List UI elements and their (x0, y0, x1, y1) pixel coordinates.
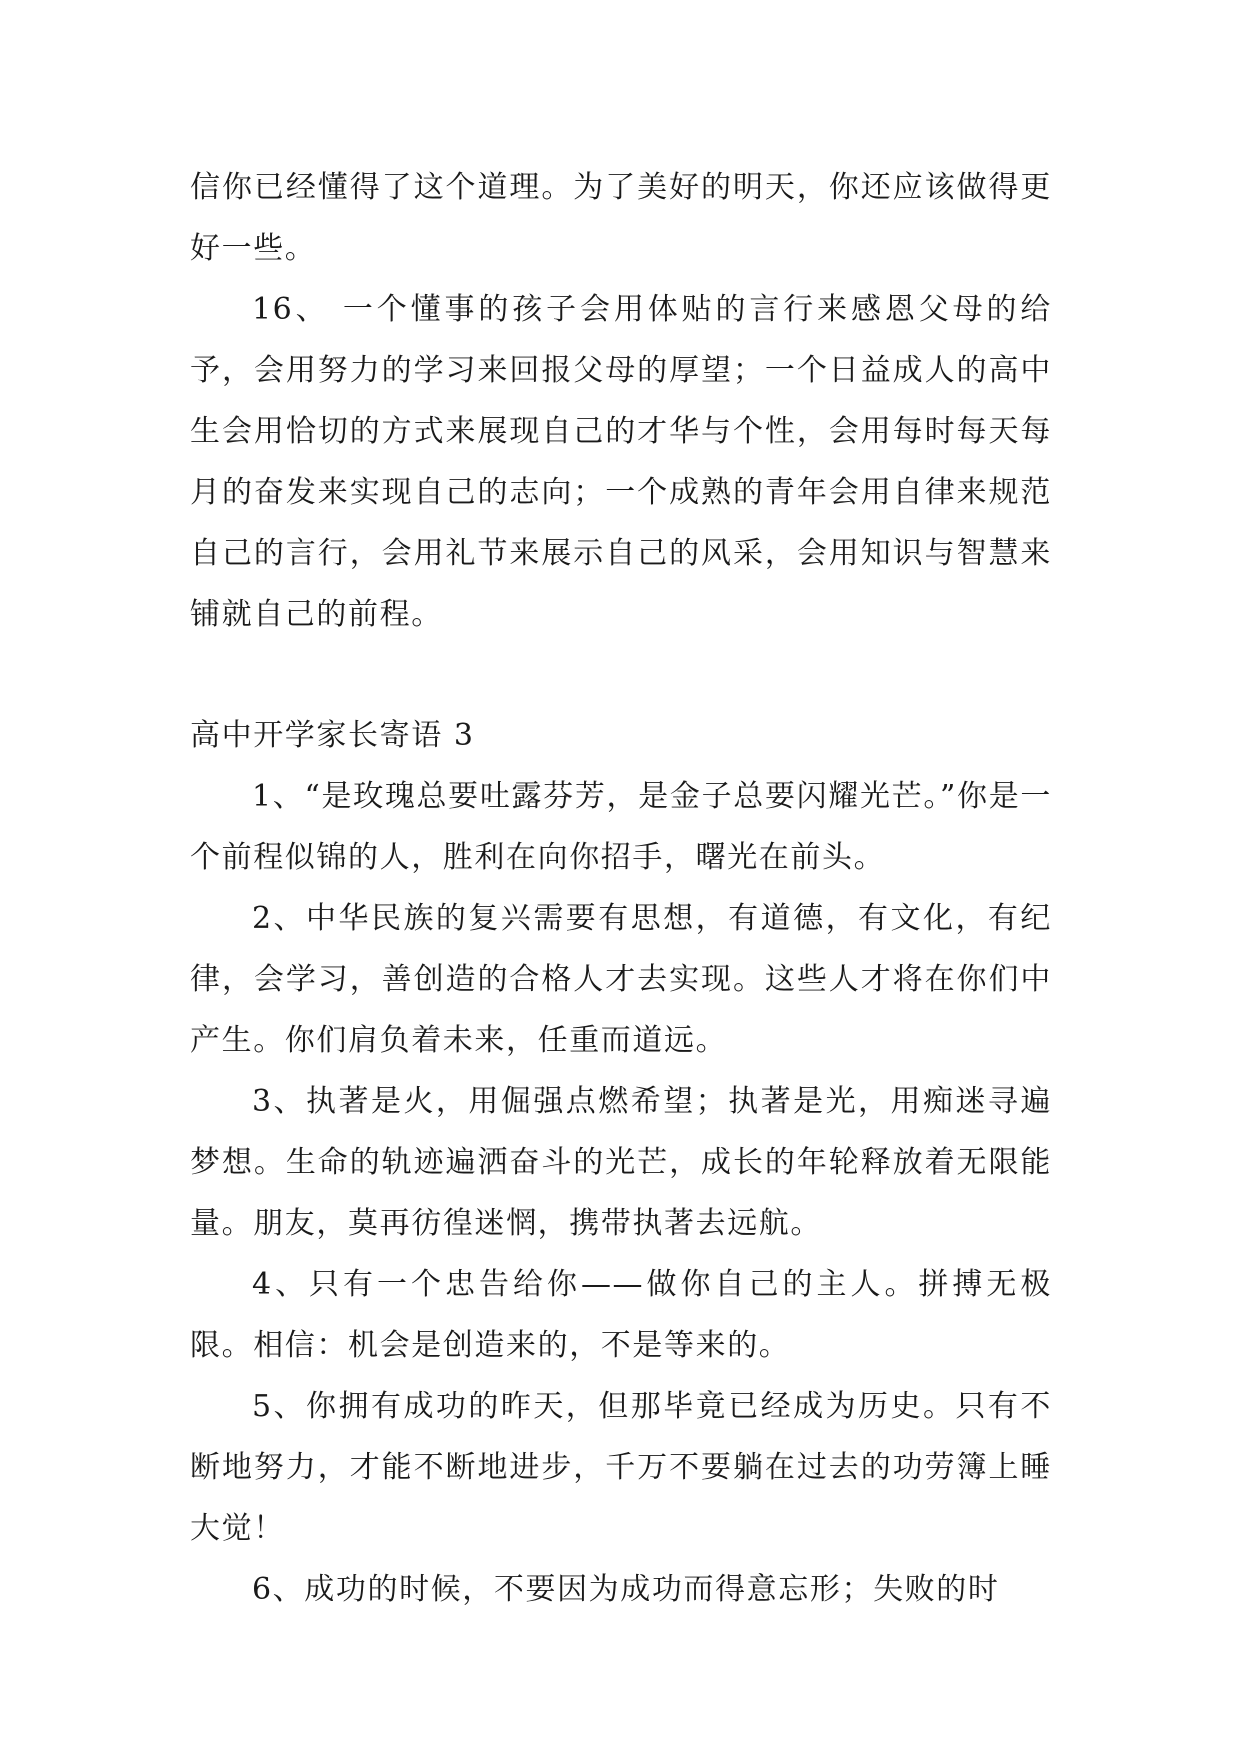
paragraph-item-1: 1、“是玫瑰总要吐露芬芳，是金子总要闪耀光芒。”你是一个前程似锦的人，胜利在向你招手，曙光在前头。 (190, 779, 1052, 875)
paragraph-item-16: 16、 一个懂事的孩子会用体贴的言行来感恩父母的给予，会用努力的学习来回报父母的厚望；一个日益成人的高中生会用恰切的方式来展现自己的才华与个性，会用每时每天每月的奋发来实现自己的志向；一个成熟的青年会用自律来规范自己的言行，会用礼节来展示自己的风采，会用知识与智慧来铺就自己的前程。 (190, 292, 1052, 632)
paragraph-item-2: 2、中华民族的复兴需要有思想，有道德，有文化，有纪律，会学习，善创造的合格人才去实现。这些人才将在你们中产生。你们肩负着未来，任重而道远。 (190, 901, 1052, 1058)
section-heading: 高中开学家长寄语 3 (190, 718, 475, 753)
paragraph-continuation: 信你已经懂得了这个道理。为了美好的明天，你还应该做得更好一些。 (190, 170, 1052, 266)
section-spacer (190, 645, 1052, 705)
document-body (190, 157, 1052, 1620)
paragraph-item-4: 4、只有一个忠告给你——做你自己的主人。拼搏无极限。相信：机会是创造来的，不是等来的。 (190, 1267, 1052, 1363)
paragraph-item-3: 3、执著是火，用倔强点燃希望；执著是光，用痴迷寻遍梦想。生命的轨迹遍洒奋斗的光芒，成长的年轮释放着无限能量。朋友，莫再彷徨迷惘，携带执著去远航。 (190, 1084, 1052, 1241)
paragraph-item-6: 6、成功的时候，不要因为成功而得意忘形；失败的时 (252, 1572, 1000, 1607)
paragraph-item-5: 5、你拥有成功的昨天，但那毕竟已经成为历史。只有不断地努力，才能不断地进步，千万不要躺在过去的功劳簿上睡大觉！ (190, 1389, 1052, 1546)
